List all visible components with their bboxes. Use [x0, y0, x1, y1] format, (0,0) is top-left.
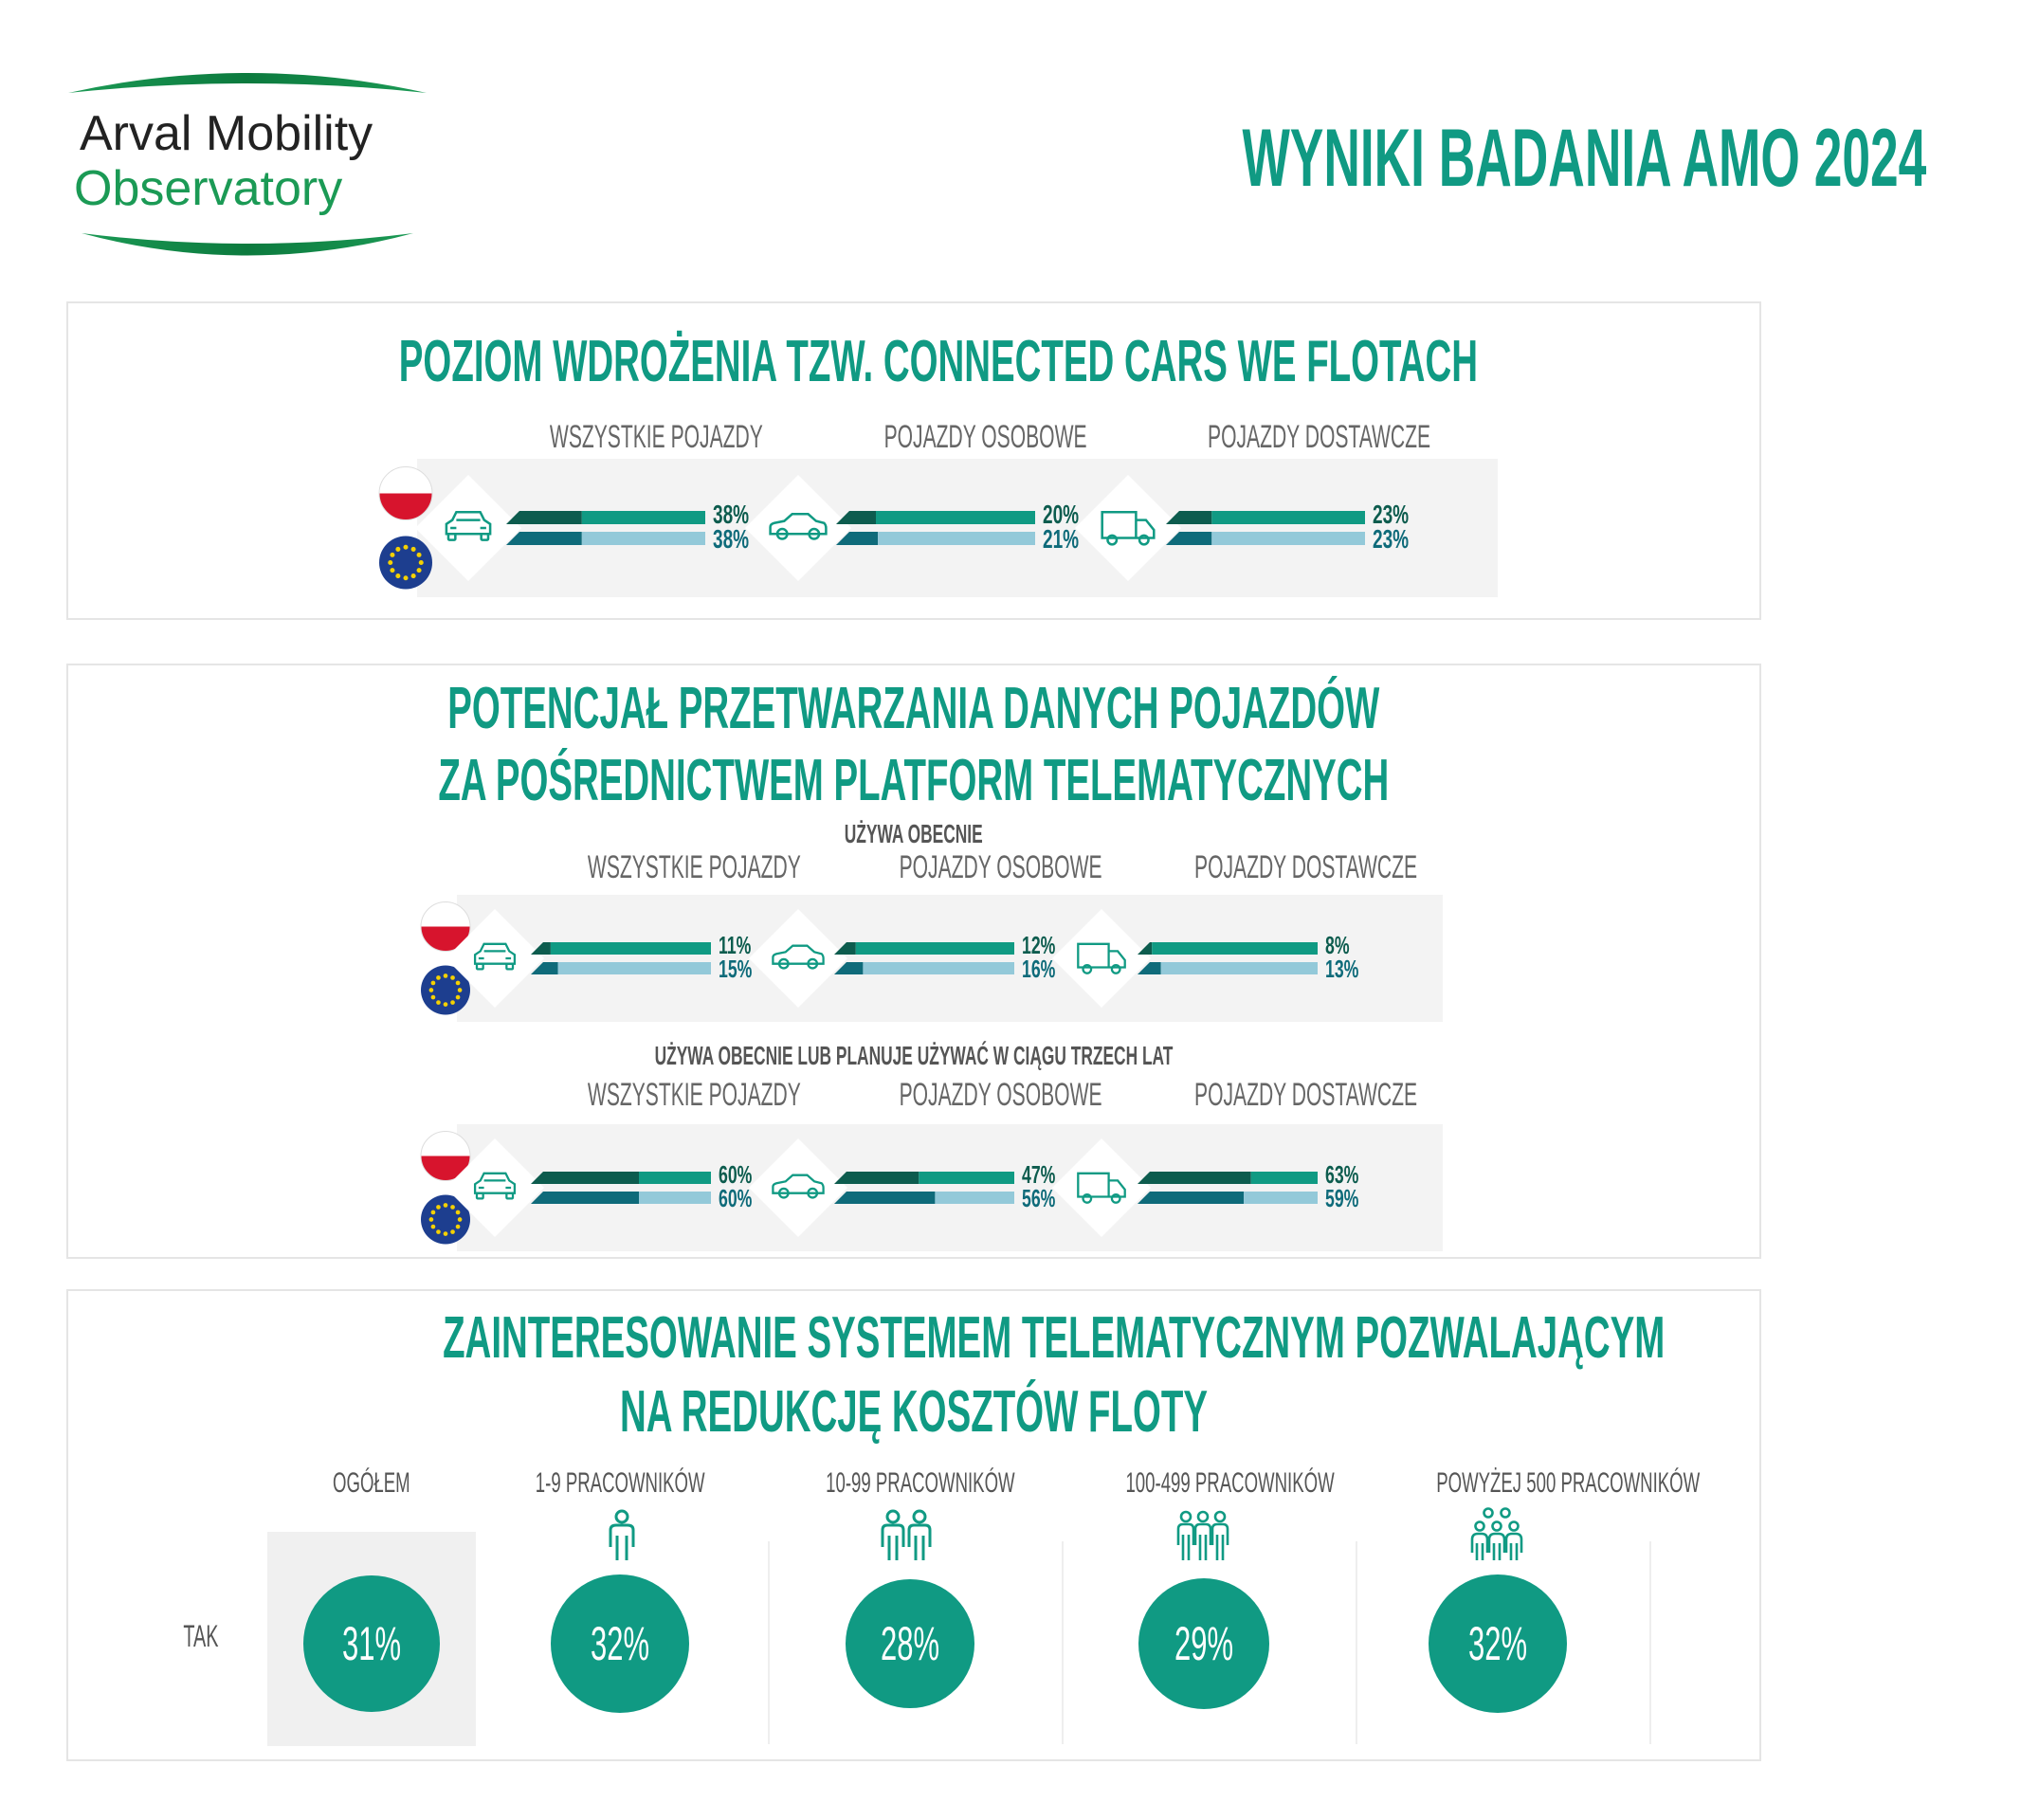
page-title: WYNIKI BADANIA AMO 2024	[1242, 113, 1927, 204]
value-label-poland: 63%	[1325, 1160, 1359, 1189]
s1-col-label-all: WSZYSTKIE POJAZDY	[549, 419, 763, 455]
value-label-eu: 60%	[719, 1184, 753, 1212]
s2-group1-label: UŻYWA OBECNIE	[845, 819, 983, 848]
s2a-col-label-vans: POJAZDY DOSTAWCZE	[1194, 849, 1418, 885]
logo-swoosh-icon	[63, 64, 432, 264]
section3-title-line2: NA REDUKCJĘ KOSZTÓW FLOTY	[619, 1379, 1209, 1445]
eu-flag-icon	[379, 537, 432, 590]
category-label-1-9: 1-9 PRACOWNIKÓW	[535, 1467, 705, 1499]
column-divider	[1649, 1541, 1651, 1744]
arval-logo	[63, 64, 432, 264]
s2-current-bar-chart	[419, 895, 1481, 1028]
poland-flag-icon	[379, 467, 432, 520]
panel-cost-reduction-interest	[66, 1289, 1761, 1761]
bar-poland	[506, 511, 705, 524]
column-divider	[1356, 1541, 1357, 1744]
column-divider	[768, 1541, 770, 1744]
chart-background	[457, 1124, 1443, 1251]
value-label-poland: 38%	[713, 500, 750, 531]
three-people-icon	[1175, 1509, 1230, 1562]
value-label-poland: 23%	[1373, 500, 1410, 531]
bar-poland	[834, 942, 1014, 955]
bar-eu	[531, 962, 711, 974]
s2b-col-label-vans: POJAZDY DOSTAWCZE	[1194, 1077, 1418, 1113]
value-label-poland: 8%	[1325, 931, 1350, 959]
bar-eu	[834, 962, 1014, 974]
group-people-icon	[1469, 1507, 1524, 1562]
chart-background	[417, 459, 1498, 597]
category-label-500-plus: POWYŻEJ 500 PRACOWNIKÓW	[1436, 1467, 1701, 1499]
value-label-poland: 11%	[719, 931, 752, 959]
s1-bar-chart	[379, 459, 1517, 610]
bar-eu	[1166, 532, 1365, 545]
bar-poland	[531, 942, 711, 955]
value-label-eu: 15%	[719, 955, 753, 983]
bubble-10-99: 28%	[846, 1579, 974, 1708]
bar-poland	[1166, 511, 1365, 524]
s2b-col-label-cars: POJAZDY OSOBOWE	[900, 1077, 1102, 1113]
bar-poland	[1138, 1172, 1318, 1184]
section3-title-line1: ZAINTERESOWANIE SYSTEMEM TELEMATYCZNYM POZWALAJĄCYM	[443, 1305, 1666, 1371]
value-label-eu: 23%	[1373, 524, 1410, 555]
person-icon	[605, 1509, 639, 1562]
s2b-col-label-all: WSZYSTKIE POJAZDY	[587, 1077, 801, 1113]
value-label-eu: 59%	[1325, 1184, 1359, 1212]
panel-connected-cars	[66, 301, 1761, 620]
bar-poland	[836, 511, 1035, 524]
bubble-1-9: 32%	[551, 1574, 689, 1713]
value-label-poland: 60%	[719, 1160, 753, 1189]
chart-background	[457, 895, 1443, 1022]
logo-line1: Arval Mobility	[80, 106, 373, 161]
bar-poland	[531, 1172, 711, 1184]
s2-group2-label: UŻYWA OBECNIE LUB PLANUJE UŻYWAĆ W CIĄGU TRZECH LAT	[654, 1041, 1174, 1070]
bar-eu	[836, 532, 1035, 545]
value-label-eu: 21%	[1043, 524, 1080, 555]
bubble-100-499: 29%	[1138, 1578, 1269, 1709]
logo-line2: Observatory	[74, 161, 343, 216]
bubble-500-plus: 32%	[1429, 1574, 1567, 1713]
value-label-poland: 20%	[1043, 500, 1080, 531]
row-label-tak: TAK	[183, 1619, 219, 1653]
bubble-overall: 31%	[303, 1575, 440, 1712]
section2-title-line1: POTENCJAŁ PRZETWARZANIA DANYCH POJAZDÓW	[447, 676, 1380, 741]
bar-eu	[1138, 962, 1318, 974]
value-label-eu: 13%	[1325, 955, 1359, 983]
bar-eu	[1138, 1192, 1318, 1204]
value-label-eu: 56%	[1022, 1184, 1056, 1212]
category-label-10-99: 10-99 PRACOWNIKÓW	[826, 1467, 1015, 1499]
section2-title-line2: ZA POŚREDNICTWEM PLATFORM TELEMATYCZNYCH	[438, 748, 1390, 813]
bar-eu	[531, 1192, 711, 1204]
category-label-100-499: 100-499 PRACOWNIKÓW	[1125, 1467, 1335, 1499]
bar-eu	[834, 1192, 1014, 1204]
bar-poland	[1138, 942, 1318, 955]
column-divider	[1062, 1541, 1064, 1744]
s1-col-label-vans: POJAZDY DOSTAWCZE	[1208, 419, 1431, 455]
value-label-eu: 38%	[713, 524, 750, 555]
value-label-poland: 12%	[1022, 931, 1056, 959]
two-people-icon	[880, 1509, 933, 1562]
section1-title: POZIOM WDROŻENIA TZW. CONNECTED CARS WE FLOTACH	[398, 329, 1478, 394]
s2a-col-label-all: WSZYSTKIE POJAZDY	[587, 849, 801, 885]
panel-telematics-potential	[66, 664, 1761, 1259]
category-label-overall: OGÓŁEM	[333, 1467, 410, 1499]
value-label-eu: 16%	[1022, 955, 1056, 983]
bar-poland	[834, 1172, 1014, 1184]
s1-col-label-cars: POJAZDY OSOBOWE	[884, 419, 1087, 455]
s2-planned-bar-chart	[419, 1124, 1481, 1257]
bar-eu	[506, 532, 705, 545]
s2a-col-label-cars: POJAZDY OSOBOWE	[900, 849, 1102, 885]
value-label-poland: 47%	[1022, 1160, 1056, 1189]
